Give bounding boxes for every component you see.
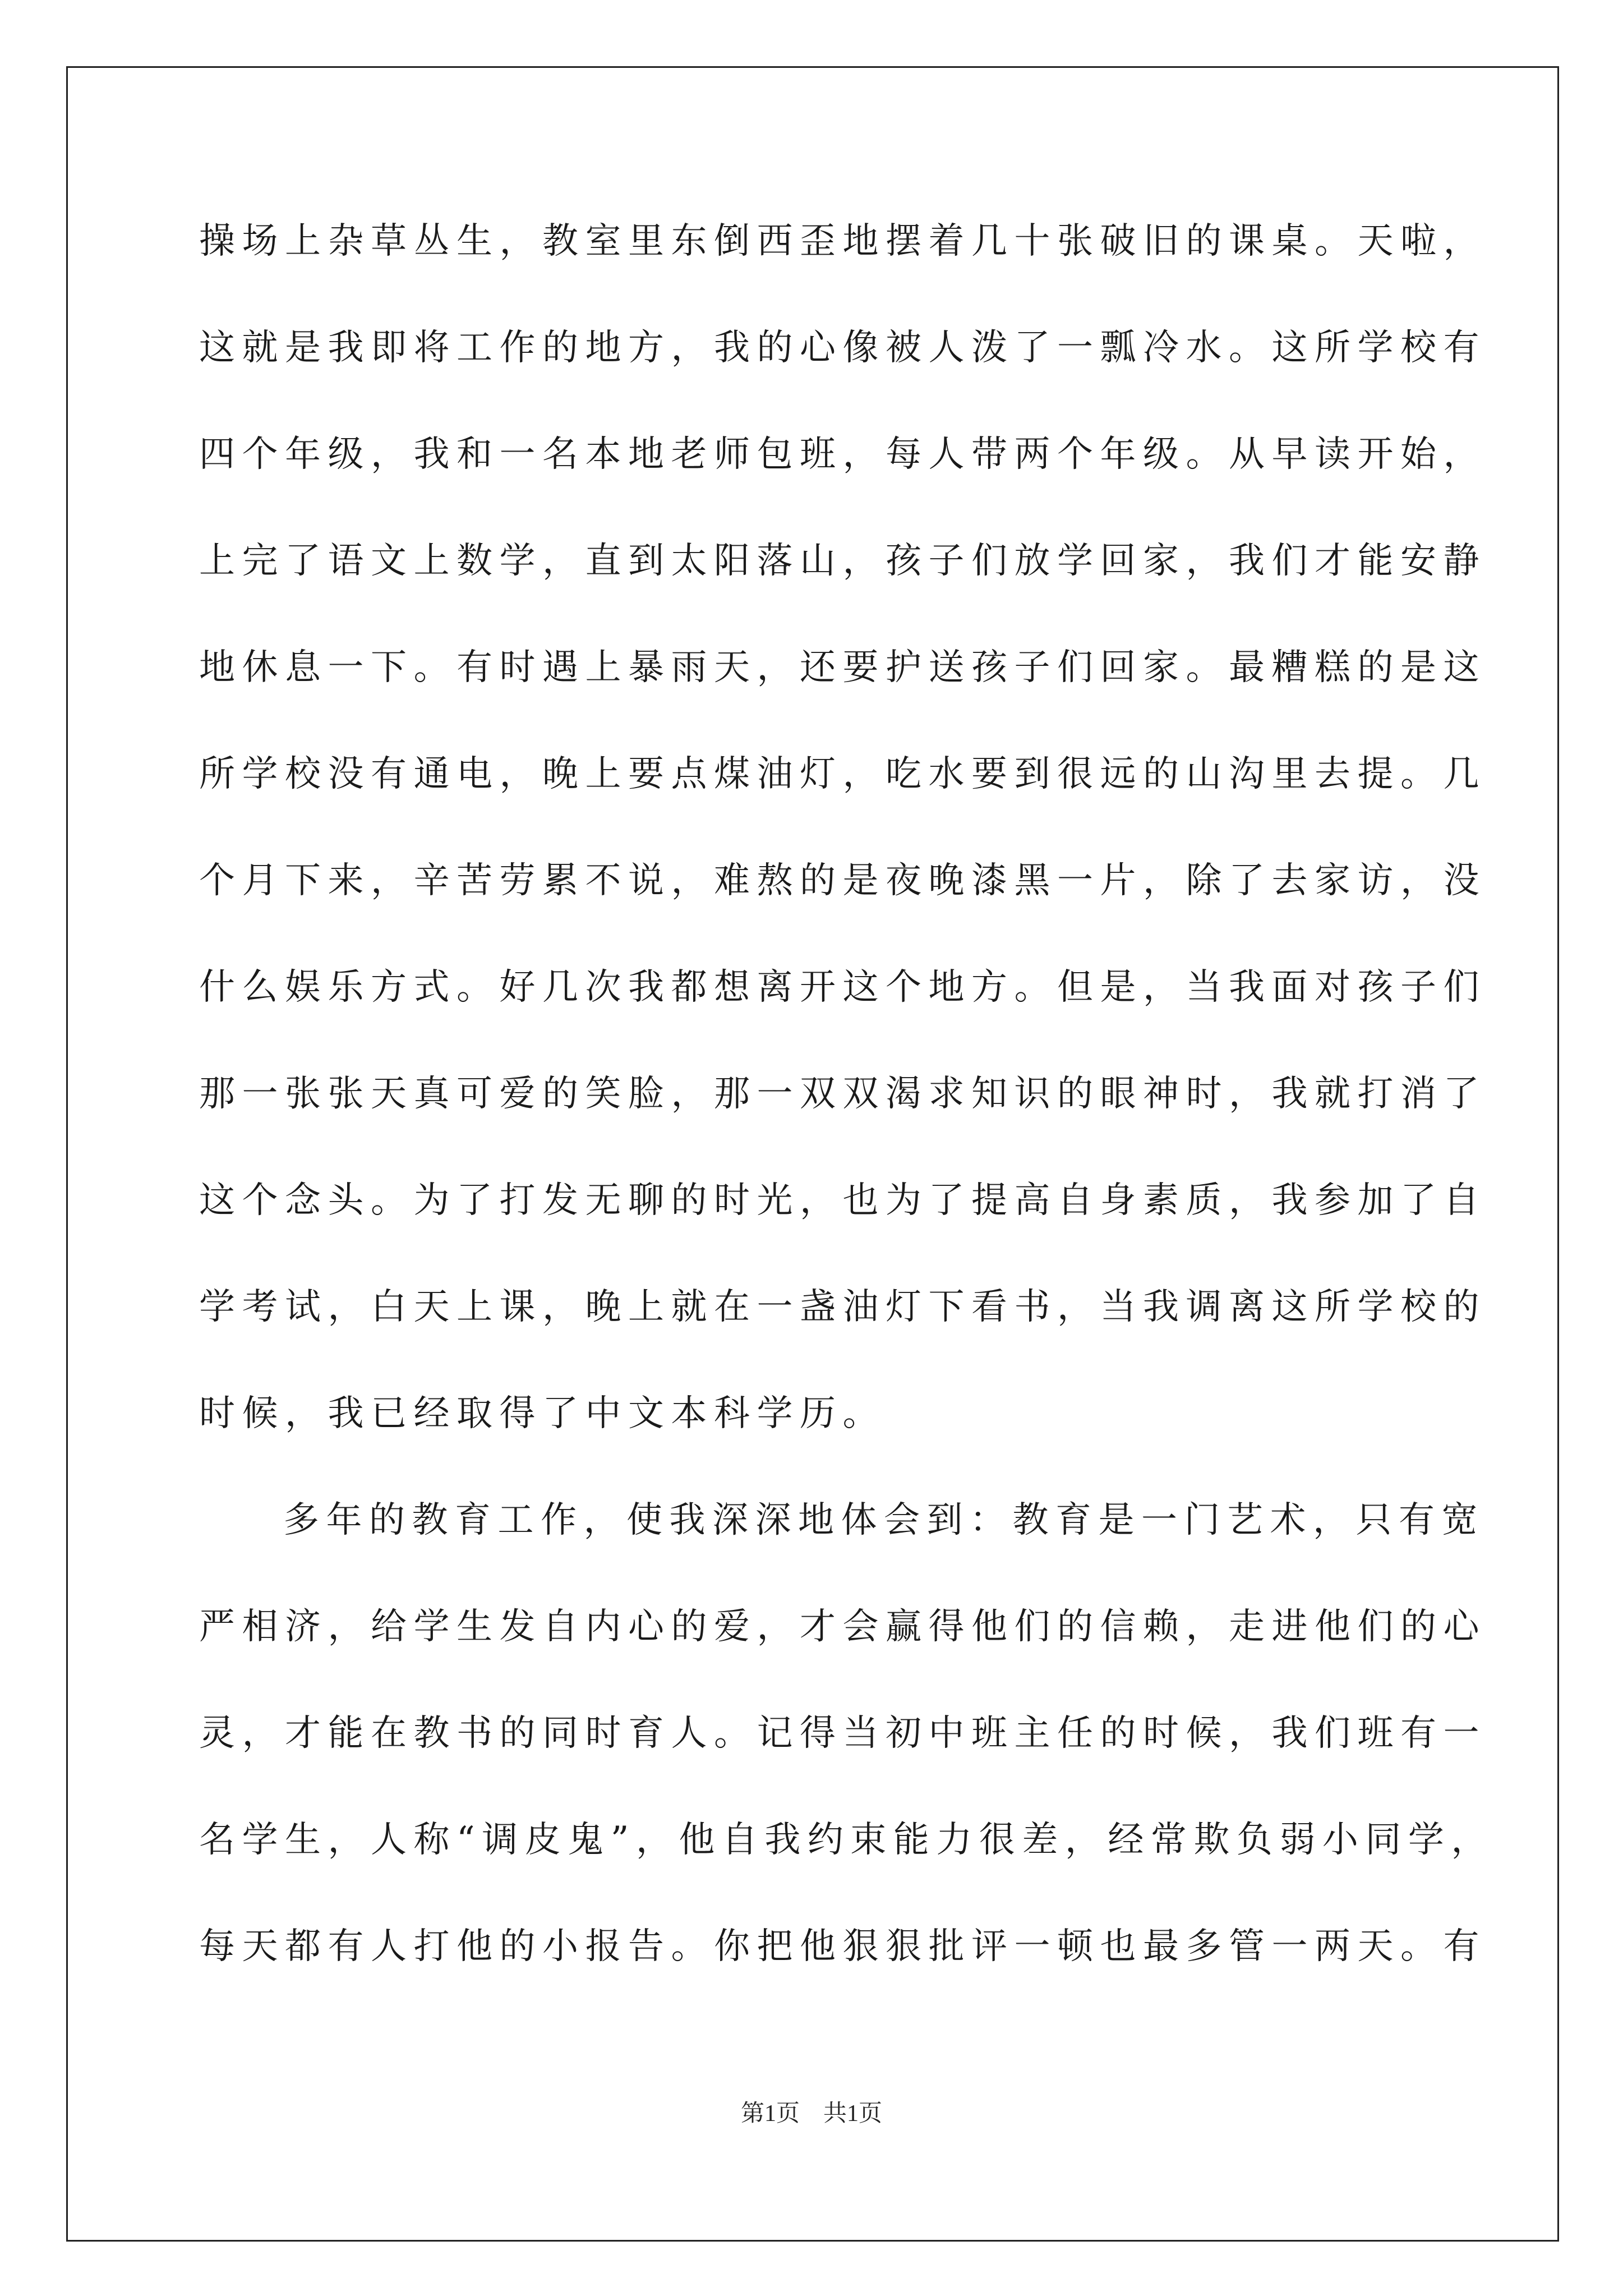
text-line: 学考试，白天上课，晚上就在一盏油灯下看书，当我调离这所学校的 [199, 1286, 1486, 1328]
text-line: 那一张张天真可爱的笑脸，那一双双渴求知识的眼神时，我就打消了 [199, 1073, 1486, 1115]
page-number: 第1页 共1页 [740, 2101, 882, 2127]
text-line: 每天都有人打他的小报告。你把他狠狠批评一顿也最多管一两天。有 [199, 1926, 1486, 1967]
text-line: 所学校没有通电，晚上要点煤油灯，吃水要到很远的山沟里去提。几 [199, 753, 1486, 795]
document-body [199, 208, 1494, 2019]
text-line: 什么娱乐方式。好几次我都想离开这个地方。但是，当我面对孩子们 [199, 967, 1486, 1008]
text-line: 地休息一下。有时遇上暴雨天，还要护送孩子们回家。最糟糕的是这 [199, 647, 1486, 688]
text-line: 上完了语文上数学，直到太阳落山，孩子们放学回家，我们才能安静 [199, 540, 1486, 582]
text-line: 灵，才能在教书的同时育人。记得当初中班主任的时候，我们班有一 [199, 1713, 1486, 1754]
paragraph-first-line: 多年的教育工作，使我深深地体会到：教育是一门艺术，只有宽 [283, 1499, 1484, 1541]
text-line: 个月下来，辛苦劳累不说，难熬的是夜晚漆黑一片，除了去家访，没 [199, 860, 1486, 901]
text-line: 这个念头。为了打发无聊的时光，也为了提高自身素质，我参加了自 [199, 1180, 1486, 1221]
text-line: 严相济，给学生发自内心的爱，才会赢得他们的信赖，走进他们的心 [199, 1606, 1486, 1648]
text-line: 操场上杂草丛生，教室里东倒西歪地摆着几十张破旧的课桌。天啦， [199, 220, 1486, 262]
text-line: 这就是我即将工作的地方，我的心像被人泼了一瓢冷水。这所学校有 [199, 327, 1486, 369]
text-line: 时候，我已经取得了中文本科学历。 [199, 1393, 886, 1434]
text-line: 四个年级，我和一名本地老师包班，每人带两个年级。从早读开始， [199, 434, 1486, 475]
text-line: 名学生，人称“调皮鬼”，他自我约束能力很差，经常欺负弱小同学， [199, 1819, 1494, 1861]
